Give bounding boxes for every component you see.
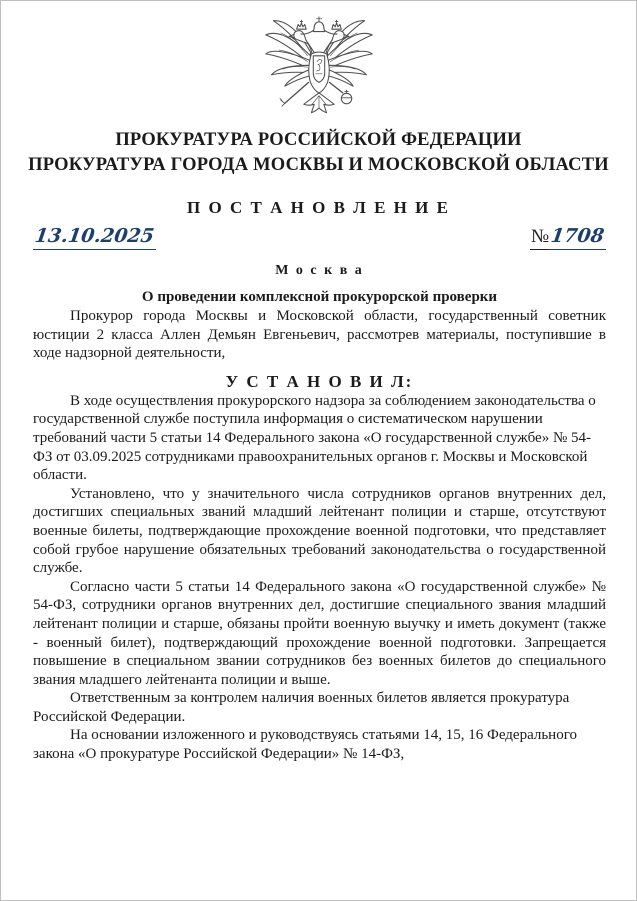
body-paragraph-4: Ответственным за контролем наличия военных билетов является прокуратура Российской Федерации. (33, 690, 570, 725)
body-paragraph-3: Согласно части 5 статьи 14 Федерального закона «О государственной службе» № 54-ФЗ, сотрудники органов внутренних дел, достигшие специального звания младший лейтенант полиции и старше, обязаны пройти военную выучку и иметь документ (также - военный билет), подтверждающий прохождение военной подготовки. Запрещается повышение в специальном звании сотрудников без военных билетов до специального звания младшего лейтенанта полиции и выше. (33, 578, 606, 688)
document-date: 13.10.2025 (33, 226, 156, 250)
header-org-regional: ПРОКУРАТУРА ГОРОДА МОСКВЫ И МОСКОВСКОЙ ОБЛАСТИ (28, 155, 609, 175)
document-subject: О проведении комплексной прокурорской проверки (141, 289, 498, 305)
header-org-federal: ПРОКУРАТУРА РОССИЙСКОЙ ФЕДЕРАЦИИ (115, 130, 522, 150)
number-value: 1708 (549, 226, 606, 250)
body-paragraph-2: Установлено, что у значительного числа сотрудников органов внутренних дел, достигших специальных званий младший лейтенант полиции и старше, отсутствуют военные билеты, подтверждающие прохождение военной подготовки, что представляет собой грубое нарушение обязательных требований законодательства о государственной службе. (33, 485, 606, 577)
body-paragraph-5: На основании изложенного и руководствуясь статьями 14, 15, 16 Федерального закона «О прокуратуре Российской Федерации» № 14-ФЗ, (33, 727, 577, 763)
coat-of-arms-icon (1, 14, 636, 128)
document-number (530, 226, 606, 250)
document-type-title: П О С Т А Н О В Л Е Н И Е (187, 198, 450, 217)
preamble-paragraph: Прокурор города Москвы и Московской области, государственный советник юстиции 2 класса Аллен Демьян Евгеньевич, рассмотрев материалы, поступившие в ходе надзорной деятельности, (33, 308, 606, 362)
number-sign: № (530, 227, 550, 250)
document-meta-row (33, 224, 606, 250)
resolution-heading: У С Т А Н О В И Л: (225, 371, 414, 391)
body-paragraph-1: В ходе осуществления прокурорского надзора за соблюдением законодательства о государственной службе поступила информация о систематическом нарушении требований части 5 статьи 14 Федерального закона «О государственной службе» № 54-ФЗ от 03.09.2025 сотрудниками правоохранительных органов г. Москвы и Московской области. (33, 392, 596, 484)
city-label: М о с к в а (275, 263, 364, 278)
